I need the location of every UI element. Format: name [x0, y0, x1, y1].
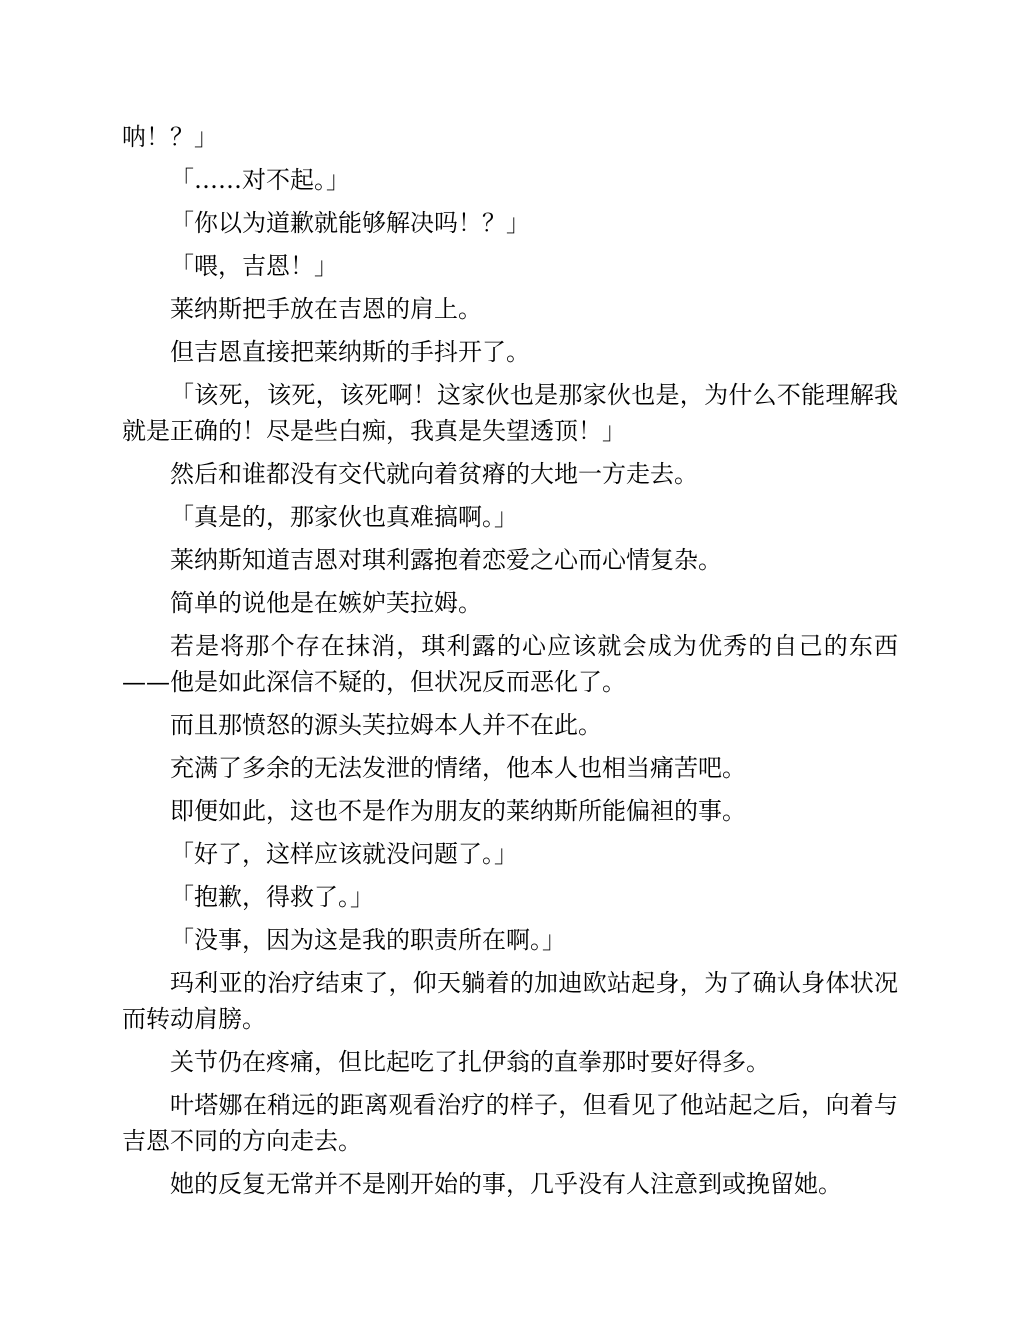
paragraph: 叶塔娜在稍远的距离观看治疗的样子，但看见了他站起之后，向着与吉恩不同的方向走去。 — [122, 1091, 898, 1155]
paragraph: 「好了，这样应该就没问题了。」 — [170, 840, 518, 868]
paragraph: 「……对不起。」 — [170, 166, 350, 194]
paragraph: 即便如此，这也不是作为朋友的莱纳斯所能偏袒的事。 — [170, 797, 746, 825]
paragraph: 充满了多余的无法发泄的情绪，他本人也相当痛苦吧。 — [170, 754, 746, 782]
paragraph: 但吉恩直接把莱纳斯的手抖开了。 — [170, 338, 530, 366]
paragraph: 莱纳斯知道吉恩对琪利露抱着恋爱之心而心情复杂。 — [170, 546, 722, 574]
paragraph: 莱纳斯把手放在吉恩的肩上。 — [170, 295, 482, 323]
paragraph: 若是将那个存在抹消，琪利露的心应该就会成为优秀的自己的东西——他是如此深信不疑的，但状况反而恶化了。 — [122, 632, 898, 696]
paragraph: 而且那愤怒的源头芙拉姆本人并不在此。 — [170, 711, 602, 739]
paragraph: 然后和谁都没有交代就向着贫瘠的大地一方走去。 — [170, 460, 698, 488]
paragraph: 「真是的，那家伙也真难搞啊。」 — [170, 503, 518, 531]
paragraph: 「喂，吉恩！」 — [170, 252, 338, 280]
paragraph: 她的反复无常并不是刚开始的事，几乎没有人注意到或挽留她。 — [170, 1170, 842, 1198]
paragraph: 「该死，该死，该死啊！这家伙也是那家伙也是，为什么不能理解我就是正确的！尽是些白痴，我真是失望透顶！」 — [122, 381, 898, 445]
paragraph: 玛利亚的治疗结束了，仰天躺着的加迪欧站起身，为了确认身体状况而转动肩膀。 — [122, 969, 898, 1033]
paragraph: 关节仍在疼痛，但比起吃了扎伊翁的直拳那时要好得多。 — [170, 1048, 770, 1076]
paragraph: 「你以为道歉就能够解决吗！？」 — [170, 209, 530, 237]
document-page — [122, 119, 898, 1209]
paragraph: 简单的说他是在嫉妒芙拉姆。 — [170, 589, 482, 617]
paragraph: 呐！？」 — [122, 123, 218, 151]
paragraph: 「抱歉，得救了。」 — [170, 883, 374, 911]
paragraph: 「没事，因为这是我的职责所在啊。」 — [170, 926, 566, 954]
